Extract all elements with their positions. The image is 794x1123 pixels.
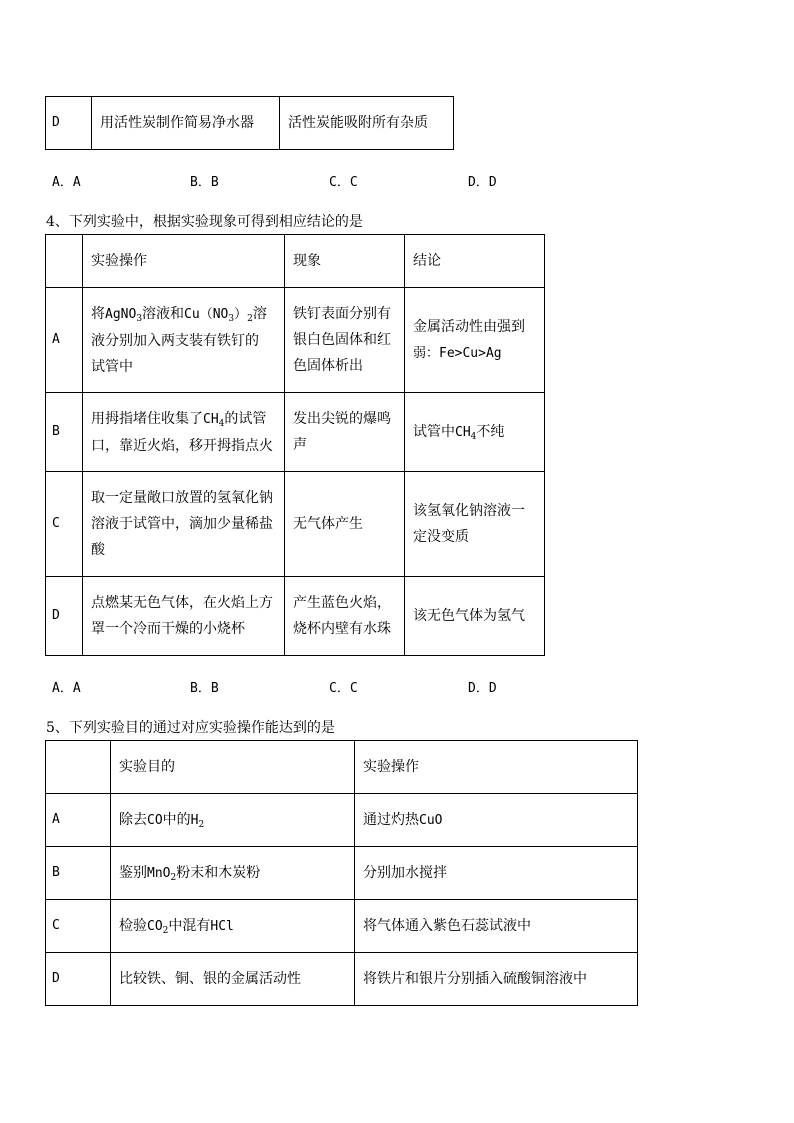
cell-operation: 分别加水搅拌 bbox=[355, 847, 638, 900]
table-row bbox=[46, 900, 638, 953]
cell-phenomenon: 产生蓝色火焰，烧杯内壁有水珠 bbox=[285, 577, 405, 656]
row-label: B bbox=[46, 393, 83, 472]
cell-operation: 用拇指堵住收集了$CH_4$的试管 口，靠近火焰，移开拇指点火 bbox=[83, 393, 285, 472]
cell-goal: 检验$CO_2$中混有HCl bbox=[111, 900, 355, 953]
cell-operation: 通过灼热CuO bbox=[355, 794, 638, 847]
cell-phenomenon: 无气体产生 bbox=[285, 472, 405, 577]
q4-title: 4、下列实验中，根据实验现象可得到相应结论的是 bbox=[46, 214, 363, 230]
table-row bbox=[46, 288, 545, 393]
table-row bbox=[46, 472, 545, 577]
table-row bbox=[46, 953, 638, 1006]
q4-table bbox=[45, 234, 545, 656]
row-label: B bbox=[46, 847, 111, 900]
option-d[interactable]: D．D bbox=[468, 681, 497, 696]
cell-operation: 将AgNO$_3$溶液和$Cu(NO_3)_2$溶 液分别加入两支装有铁钉的 试管中 bbox=[83, 288, 285, 393]
option-b[interactable]: B．B bbox=[190, 681, 219, 696]
row-label: C bbox=[46, 472, 83, 577]
table-row bbox=[46, 577, 545, 656]
row-label: A bbox=[46, 288, 83, 393]
option-c[interactable]: C．C bbox=[329, 175, 358, 190]
table-row bbox=[46, 393, 545, 472]
option-b[interactable]: B．B bbox=[190, 175, 219, 190]
option-a[interactable]: A．A bbox=[52, 175, 81, 190]
cell-conclusion: 试管中$CH_4$不纯 bbox=[405, 393, 545, 472]
cell-reason: 活性炭能吸附所有杂质 bbox=[280, 97, 454, 150]
cell-goal: 比较铁、铜、银的金属活动性 bbox=[111, 953, 355, 1006]
table-header-row bbox=[46, 741, 638, 794]
row-label: D bbox=[46, 97, 92, 150]
cell-goal: 鉴别MnO$_2$粉末和木炭粉 bbox=[111, 847, 355, 900]
cell-conclusion: 该氢氧化钠溶液一定没变质 bbox=[405, 472, 545, 577]
header-conclusion: 结论 bbox=[405, 235, 545, 288]
cell-conclusion: 该无色气体为氢气 bbox=[405, 577, 545, 656]
table-header-row bbox=[46, 235, 545, 288]
q5-title: 5、下列实验目的通过对应实验操作能达到的是 bbox=[46, 720, 335, 736]
header-operation: 实验操作 bbox=[83, 235, 285, 288]
row-label: D bbox=[46, 953, 111, 1006]
option-d[interactable]: D．D bbox=[468, 175, 497, 190]
cell-operation: 将气体通入紫色石蕊试液中 bbox=[355, 900, 638, 953]
cell-operation: 用活性炭制作简易净水器 bbox=[92, 97, 280, 150]
q3-table-tail bbox=[45, 96, 454, 150]
table-row bbox=[46, 97, 454, 150]
cell-goal: 除去CO中的$H_2$ bbox=[111, 794, 355, 847]
row-label: C bbox=[46, 900, 111, 953]
cell-phenomenon: 铁钉表面分别有银白色固体和红色固体析出 bbox=[285, 288, 405, 393]
row-label: D bbox=[46, 577, 83, 656]
cell-operation: 点燃某无色气体，在火焰上方罩一个冷而干燥的小烧杯 bbox=[83, 577, 285, 656]
cell-operation: 取一定量敞口放置的氢氧化钠溶液于试管中，滴加少量稀盐酸 bbox=[83, 472, 285, 577]
cell-conclusion: 金属活动性由强到 弱：Fe>Cu>Ag bbox=[405, 288, 545, 393]
q5-table bbox=[45, 740, 638, 1006]
header-goal: 实验目的 bbox=[111, 741, 355, 794]
row-label: A bbox=[46, 794, 111, 847]
header-phenomenon: 现象 bbox=[285, 235, 405, 288]
cell-operation: 将铁片和银片分别插入硫酸铜溶液中 bbox=[355, 953, 638, 1006]
table-row bbox=[46, 847, 638, 900]
header-operation: 实验操作 bbox=[355, 741, 638, 794]
table-row bbox=[46, 794, 638, 847]
cell-phenomenon: 发出尖锐的爆鸣声 bbox=[285, 393, 405, 472]
option-c[interactable]: C．C bbox=[329, 681, 358, 696]
option-a[interactable]: A．A bbox=[52, 681, 81, 696]
